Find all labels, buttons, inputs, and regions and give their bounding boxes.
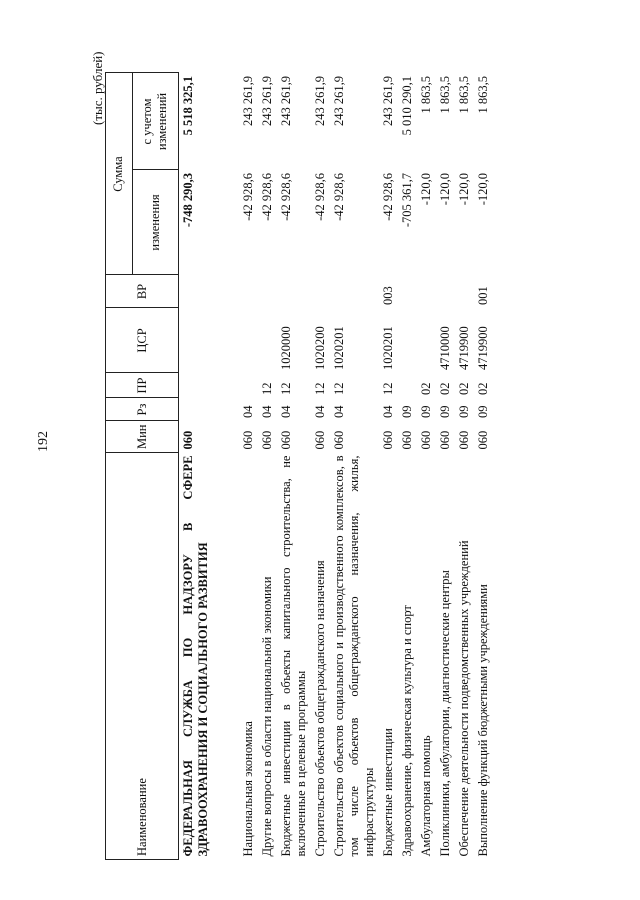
cell-csr xyxy=(179,308,239,373)
cell-min: 060 xyxy=(181,430,195,450)
cell-vr xyxy=(311,275,330,308)
cell-vr: 001 xyxy=(475,286,490,305)
cell-pr: 12 xyxy=(312,382,327,395)
table-row xyxy=(239,73,258,860)
cell-total: 1 863,5 xyxy=(437,76,452,114)
cell-change: -42 928,6 xyxy=(331,173,346,221)
cell-pr xyxy=(179,373,239,398)
cell-change: -120,0 xyxy=(418,173,433,206)
table-row xyxy=(474,73,493,860)
cell-csr xyxy=(239,308,258,373)
header-min: Мин xyxy=(106,421,179,453)
cell-min: 060 xyxy=(418,430,433,450)
cell-change: -42 928,6 xyxy=(312,173,327,221)
cell-change: -120,0 xyxy=(456,173,471,206)
table-body xyxy=(179,73,493,860)
table-row xyxy=(330,73,379,860)
cell-pr: 12 xyxy=(278,382,293,395)
header-csr: ЦСР xyxy=(106,308,179,373)
cell-vr xyxy=(436,275,455,308)
page-number: 192 xyxy=(36,431,51,452)
cell-min: 060 xyxy=(456,430,471,450)
cell-name: Строительство объектов социального и производственного комплексов, в том числе объектов общегражданского назначения, жилья, инфраструктуры xyxy=(331,455,376,857)
cell-min: 060 xyxy=(312,430,327,450)
cell-change: -748 290,3 xyxy=(181,173,195,228)
cell-csr: 4710000 xyxy=(437,326,452,370)
cell-vr xyxy=(239,275,258,308)
cell-total: 1 863,5 xyxy=(456,76,471,114)
cell-csr xyxy=(258,308,277,373)
cell-rz xyxy=(179,398,239,421)
cell-pr xyxy=(398,373,417,398)
cell-min: 060 xyxy=(475,430,490,450)
table-row xyxy=(398,73,417,860)
cell-pr: 02 xyxy=(475,382,490,395)
cell-pr: 12 xyxy=(380,382,395,395)
cell-rz: 04 xyxy=(380,405,395,418)
cell-name: Амбулаторная помощь xyxy=(418,735,433,857)
table-row xyxy=(258,73,277,860)
table-row xyxy=(277,73,311,860)
cell-vr xyxy=(330,275,379,308)
cell-vr xyxy=(455,275,474,308)
cell-rz: 09 xyxy=(437,405,452,418)
cell-vr: 003 xyxy=(380,286,395,305)
cell-total: 243 261,9 xyxy=(380,76,395,126)
cell-min: 060 xyxy=(259,430,274,450)
header-vr: ВР xyxy=(106,275,179,308)
cell-rz: 09 xyxy=(475,405,490,418)
cell-name: Здравоохранение, физическая культура и спорт xyxy=(399,605,414,857)
cell-rz: 09 xyxy=(399,405,414,418)
budget-table xyxy=(105,73,493,861)
cell-vr xyxy=(417,275,436,308)
header-rz: Рз xyxy=(106,398,179,421)
cell-rz: 04 xyxy=(259,405,274,418)
cell-csr: 4719900 xyxy=(456,326,471,370)
header-pr: ПР xyxy=(106,373,179,398)
cell-pr: 02 xyxy=(456,382,471,395)
table-row xyxy=(436,73,455,860)
cell-change: -42 928,6 xyxy=(380,173,395,221)
cell-pr: 02 xyxy=(437,382,452,395)
cell-vr xyxy=(179,275,239,308)
cell-vr xyxy=(277,275,311,308)
cell-csr xyxy=(398,308,417,373)
cell-total: 1 863,5 xyxy=(418,76,433,114)
cell-total: 5 010 290,1 xyxy=(399,76,414,136)
cell-change: -42 928,6 xyxy=(259,173,274,221)
table-row xyxy=(417,73,436,860)
cell-name: Национальная экономика xyxy=(240,721,255,857)
cell-name: Поликлиники, амбулатории, диагностические центры xyxy=(437,570,452,857)
cell-min: 060 xyxy=(399,430,414,450)
cell-total: 243 261,9 xyxy=(278,76,293,126)
cell-rz: 09 xyxy=(418,405,433,418)
cell-min: 060 xyxy=(278,430,293,450)
cell-name: Бюджетные инвестиции в объекты капитального строительства, не включенные в целевые программы xyxy=(278,455,308,857)
cell-csr: 1020200 xyxy=(312,326,327,370)
header-sum: Сумма xyxy=(106,73,133,275)
cell-pr: 02 xyxy=(418,382,433,395)
cell-name: Бюджетные инвестиции xyxy=(380,728,395,857)
table-row xyxy=(311,73,330,860)
cell-min: 060 xyxy=(437,430,452,450)
cell-total: 5 518 325,1 xyxy=(181,76,195,136)
cell-total: 243 261,9 xyxy=(240,76,255,126)
cell-name: ФЕДЕРАЛЬНАЯ СЛУЖБА ПО НАДЗОРУ В СФЕРЕ ЗДРАВООХРАНЕНИЯ И СОЦИАЛЬНОГО РАЗВИТИЯ xyxy=(181,455,210,857)
table-row xyxy=(379,73,398,860)
cell-rz: 04 xyxy=(278,405,293,418)
cell-total: 243 261,9 xyxy=(312,76,327,126)
cell-vr xyxy=(398,275,417,308)
units-label: (тыс. рублей) xyxy=(90,51,105,125)
cell-total: 1 863,5 xyxy=(475,76,490,114)
cell-name: Выполнение функций бюджетными учреждениями xyxy=(475,584,490,857)
cell-change: -42 928,6 xyxy=(278,173,293,221)
cell-rz: 09 xyxy=(456,405,471,418)
cell-change: -120,0 xyxy=(475,173,490,206)
cell-name: Другие вопросы в области национальной экономики xyxy=(259,576,274,857)
cell-min: 060 xyxy=(331,430,346,450)
cell-min: 060 xyxy=(240,430,255,450)
cell-rz: 04 xyxy=(312,405,327,418)
cell-rz: 04 xyxy=(240,405,255,418)
cell-change: -705 361,7 xyxy=(399,173,414,228)
header-name: Наименование xyxy=(106,453,179,860)
cell-vr xyxy=(258,275,277,308)
cell-total: 243 261,9 xyxy=(331,76,346,126)
cell-pr: 12 xyxy=(331,382,346,395)
cell-csr xyxy=(417,308,436,373)
cell-csr: 1020201 xyxy=(380,326,395,370)
cell-total: 243 261,9 xyxy=(259,76,274,126)
cell-name: Строительство объектов общегражданского назначения xyxy=(312,560,327,857)
cell-csr: 4719900 xyxy=(475,326,490,370)
cell-name: Обеспечение деятельности подведомственных учреждений xyxy=(456,540,471,857)
cell-min: 060 xyxy=(380,430,395,450)
cell-rz: 04 xyxy=(331,405,346,418)
cell-pr xyxy=(239,373,258,398)
cell-pr: 12 xyxy=(259,382,274,395)
cell-csr: 1020201 xyxy=(331,326,346,370)
cell-change: -120,0 xyxy=(437,173,452,206)
table-row xyxy=(455,73,474,860)
header-change: изменения xyxy=(132,170,178,275)
header-with-change: с учетом изменений xyxy=(132,73,178,170)
cell-change: -42 928,6 xyxy=(240,173,255,221)
cell-csr: 1020000 xyxy=(278,326,293,370)
table-row xyxy=(179,73,239,860)
